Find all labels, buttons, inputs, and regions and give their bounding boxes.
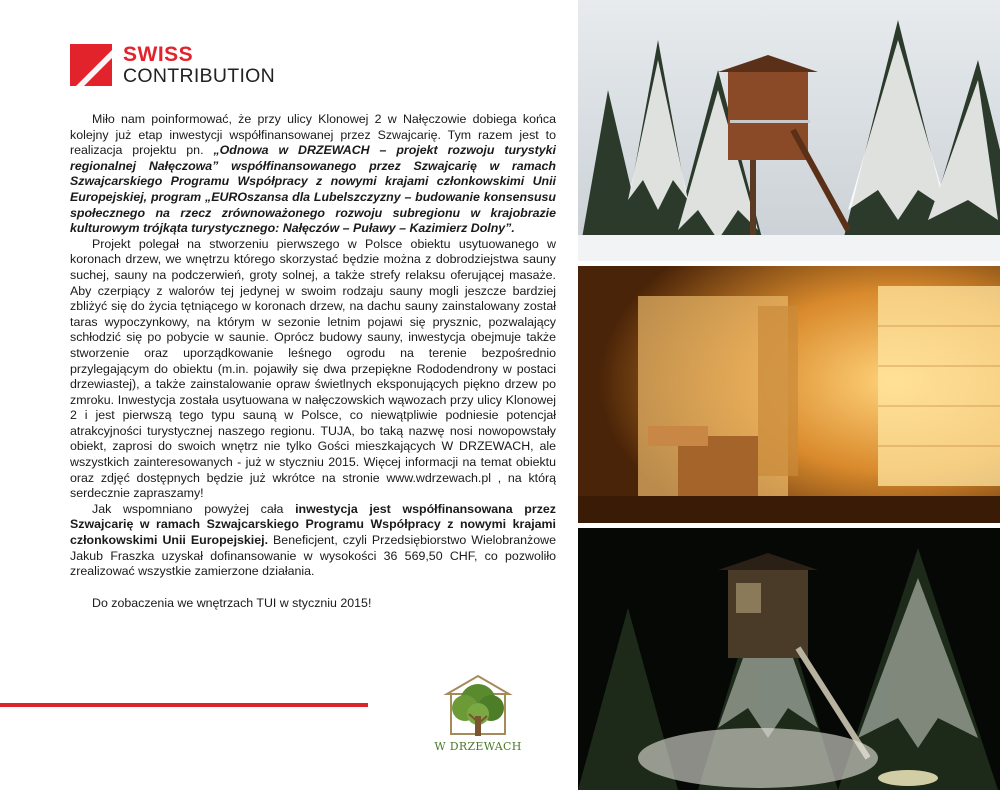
paragraph-project-description: Projekt polegał na stworzeniu pierwszego w Polsce obiektu usytuowanego w koronach drzew, we wnętrzu którego skorzystać będzie można z dobrodziejstwa sauny suchej, sauny na podczerwień, groty solnej, a także strefy relaksu oferującej masaże. Aby czerpiący z walorów tej jedynej w swoim rodzaju sauny mogli jeszcze bardziej zbliżyć się do życia tętniącego w koronach drzew, na dachu sauny zainstalowany został taras wypoczynkowy, na którym w sezonie letnim pojawi się prysznic, pozwalający schłodzić się po pobycie w saunie. Oprócz budowy sauny, inwestycja obejmuje także stworzenie oraz uporządkowanie leśnego ogrodu na terenie bezpośrednio przylegającym do obiektu (m.in. pojawiły się dwa przepiękne Rododendrony w postaci drzewiastej), a także zainstalowanie opraw świetlnych eksponujących piękno drzew po zmroku. Inwestycja została usytuowana w nałęczowskich wąwozach przy ulicy Klonowej 2 i jest pierwszą tego typu sauną w Polsce, co niewątpliwie podniesie potencjał atrakcyjności turystycznej naszego regionu. TUJA, bo taką nazwę nosi nowopowstały obiekt, zaprosi do swoich wnętrz nie tylko Gości mieszkających W DRZEWACH, ale wszystkich zainteresowanych - już w styczniu 2015. Więcej informacji na temat obiektu oraz zdjęć dostępnych będzie już wkrótce na stronie www.wdrzewach.pl , na którą serdecznie zapraszamy! bbox=[70, 236, 556, 501]
funding-lead: Jak wspomniano powyżej cała bbox=[92, 501, 296, 516]
funding-highlight: inwestycja jest współfinansowana przez Szwajcarię w ramach Szwajcarskiego Programu Współpracy z nowymi krajami członkowskimi Unii Europejskiej. bbox=[70, 501, 556, 548]
sauna-interior-photo bbox=[578, 266, 1000, 523]
funding-rest: Beneficjent, czyli Przedsiębiorstwo Wielobranżowe Jakub Fraszka uzyskał dofinansowanie w wysokości 36 569,50 CHF, co pozwoliło zrealizować wszystkie zamierzone działania. bbox=[70, 533, 556, 579]
swiss-contribution-logo bbox=[70, 44, 300, 86]
paragraph-intro-text: Miło nam poinformować, że przy ulicy Klonowej 2 w Nałęczowie dobiega końca kolejny już etap inwestycji współfinansowanej przez Szwajcarię. Tym razem jest to realizacja projektu pn. bbox=[70, 112, 556, 158]
treehouse-winter-photo bbox=[578, 0, 1000, 261]
photo-column bbox=[576, 0, 1000, 790]
logo-text-contribution: CONTRIBUTION bbox=[123, 65, 276, 87]
project-name: „Odnowa w DRZEWACH – projekt rozwoju turystyki regionalnej Nałęczowa” współfinansowanego przez Szwajcarię w ramach Szwajcarskiego Programu Współpracy z nowymi krajami członkowskimi Unii Europejskiej, program „EUROszansa dla Lubelszczyzny – budowanie konsensusu społecznego na rzecz zrównoważonego rozwoju subregionu w krajobrazie kulturowym trójkąta turystycznego: Nałęczów – Puławy – Kazimierz Dolny”. bbox=[70, 143, 556, 236]
paragraph-intro bbox=[70, 112, 556, 237]
logo-text-swiss: SWISS bbox=[123, 43, 194, 66]
article-body bbox=[70, 112, 556, 611]
brand-name: W DRZEWACH bbox=[434, 740, 522, 753]
treehouse-night-photo bbox=[578, 528, 1000, 790]
closing-line: Do zobaczenia we wnętrzach TUI w styczniu 2015! bbox=[92, 595, 372, 610]
swiss-logo-mark-icon bbox=[70, 44, 112, 86]
tree-house-icon bbox=[425, 672, 531, 740]
paragraph-funding bbox=[70, 502, 556, 580]
red-divider bbox=[0, 703, 368, 707]
w-drzewach-logo bbox=[425, 672, 535, 762]
